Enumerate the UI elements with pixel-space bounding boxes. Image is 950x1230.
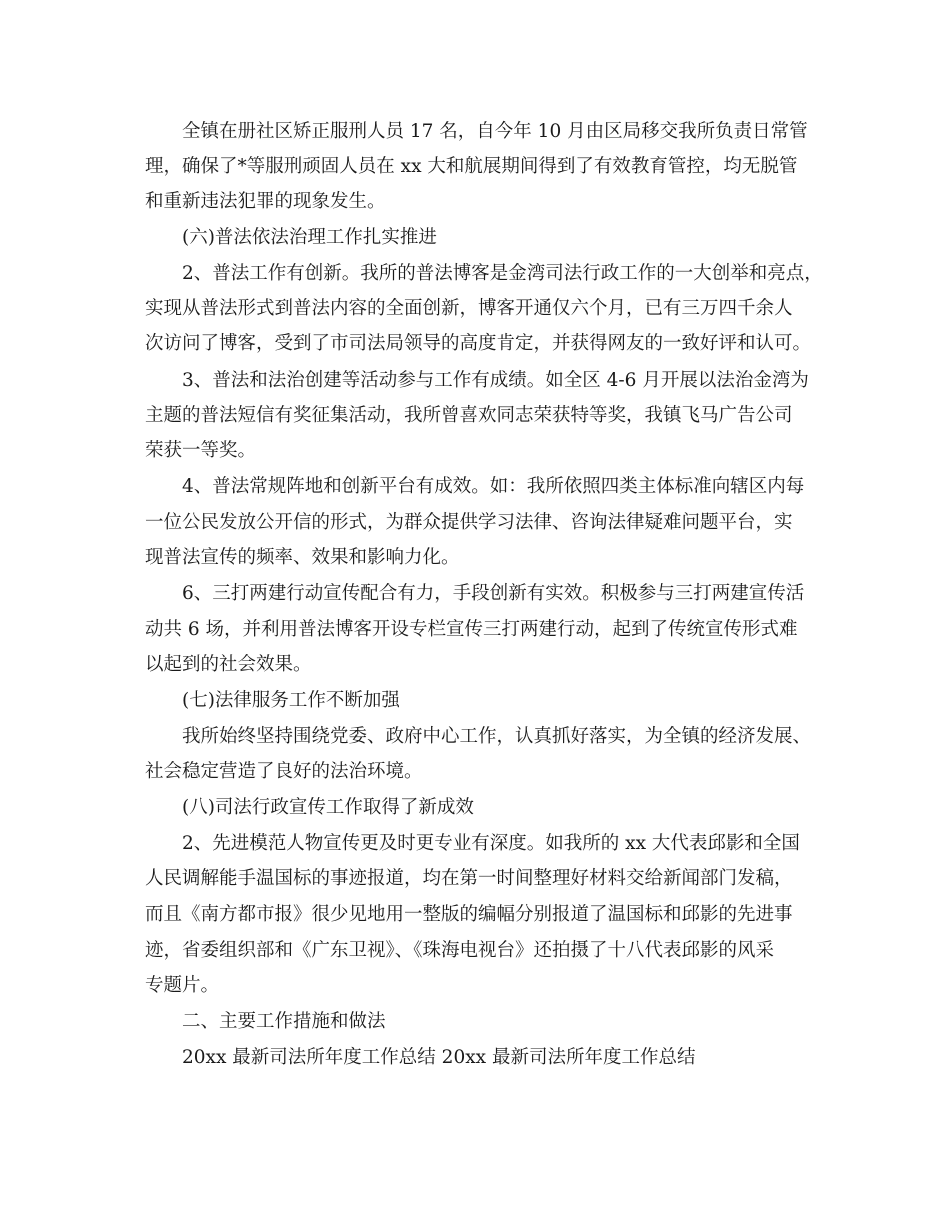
text-line-7: 次访问了博客，受到了市司法局领导的高度肯定，并获得网友的一致好评和认可。 xyxy=(145,333,812,354)
text-line-21: 2、先进模范人物宣传更及时更专业有深度。如我所的 xx 大代表邱影和全国 xyxy=(182,833,800,854)
text-line-1: 全镇在册社区矫正服刑人员 17 名，自今年 10 月由区局移交我所负责日常管 xyxy=(182,121,808,142)
section-heading-8: (八)司法行政宣传工作取得了新成效 xyxy=(182,797,474,818)
section-heading-2: 二、主要工作措施和做法 xyxy=(182,1011,386,1032)
text-line-23: 而且《南方都市报》很少见地用一整版的编幅分别报道了温国标和邱影的先进事 xyxy=(145,904,793,925)
section-heading-7: (七)法律服务工作不断加强 xyxy=(182,690,400,711)
text-line-14: 6、三打两建行动宣传配合有力，手段创新有实效。积极参与三打两建宣传活 xyxy=(182,583,805,604)
text-line-2: 理，确保了*等服刑顽固人员在 xx 大和航展期间得到了有效教育管控，均无脱管 xyxy=(145,156,798,177)
text-line-15: 动共 6 场，并利用普法博客开设专栏宣传三打两建行动，起到了传统宣传形式难 xyxy=(145,619,798,640)
text-line-13: 现普法宣传的频率、效果和影响力化。 xyxy=(145,547,460,568)
document-footer-title: 20xx 最新司法所年度工作总结 20xx 最新司法所年度工作总结 xyxy=(182,1047,696,1068)
text-line-19: 社会稳定营造了良好的法治环境。 xyxy=(145,761,423,782)
text-line-11: 4、普法常规阵地和创新平台有成效。如：我所依照四类主体标准向辖区内每 xyxy=(182,476,805,497)
text-line-8: 3、普法和法治创建等活动参与工作有成绩。如全区 4-6 月开展以法治金湾为 xyxy=(182,370,809,391)
text-line-12: 一位公民发放公开信的形式，为群众提供学习法律、咨询法律疑难问题平台，实 xyxy=(145,512,793,533)
text-line-5: 2、普法工作有创新。我所的普法博客是金湾司法行政工作的一大创举和亮点， xyxy=(182,263,823,284)
section-heading-6: (六)普法依法治理工作扎实推进 xyxy=(182,227,437,248)
text-line-3: 和重新违法犯罪的现象发生。 xyxy=(145,191,386,212)
text-line-10: 荣获一等奖。 xyxy=(145,440,257,461)
text-line-22: 人民调解能手温国标的事迹报道，均在第一时间整理好材料交给新闻部门发稿， xyxy=(145,868,793,889)
text-line-24: 迹，省委组织部和《广东卫视》、《珠海电视台》还拍摄了十八代表邱影的风采 xyxy=(145,940,775,961)
text-line-18: 我所始终坚持围绕党委、政府中心工作，认真抓好落实，为全镇的经济发展、 xyxy=(182,726,812,747)
text-line-25: 专题片。 xyxy=(145,975,220,996)
text-line-16: 以起到的社会效果。 xyxy=(145,654,312,675)
text-line-9: 主题的普法短信有奖征集活动，我所曾喜欢同志荣获特等奖，我镇飞马广告公司 xyxy=(145,405,793,426)
text-line-6: 实现从普法形式到普法内容的全面创新，博客开通仅六个月，已有三万四千余人 xyxy=(145,298,793,319)
